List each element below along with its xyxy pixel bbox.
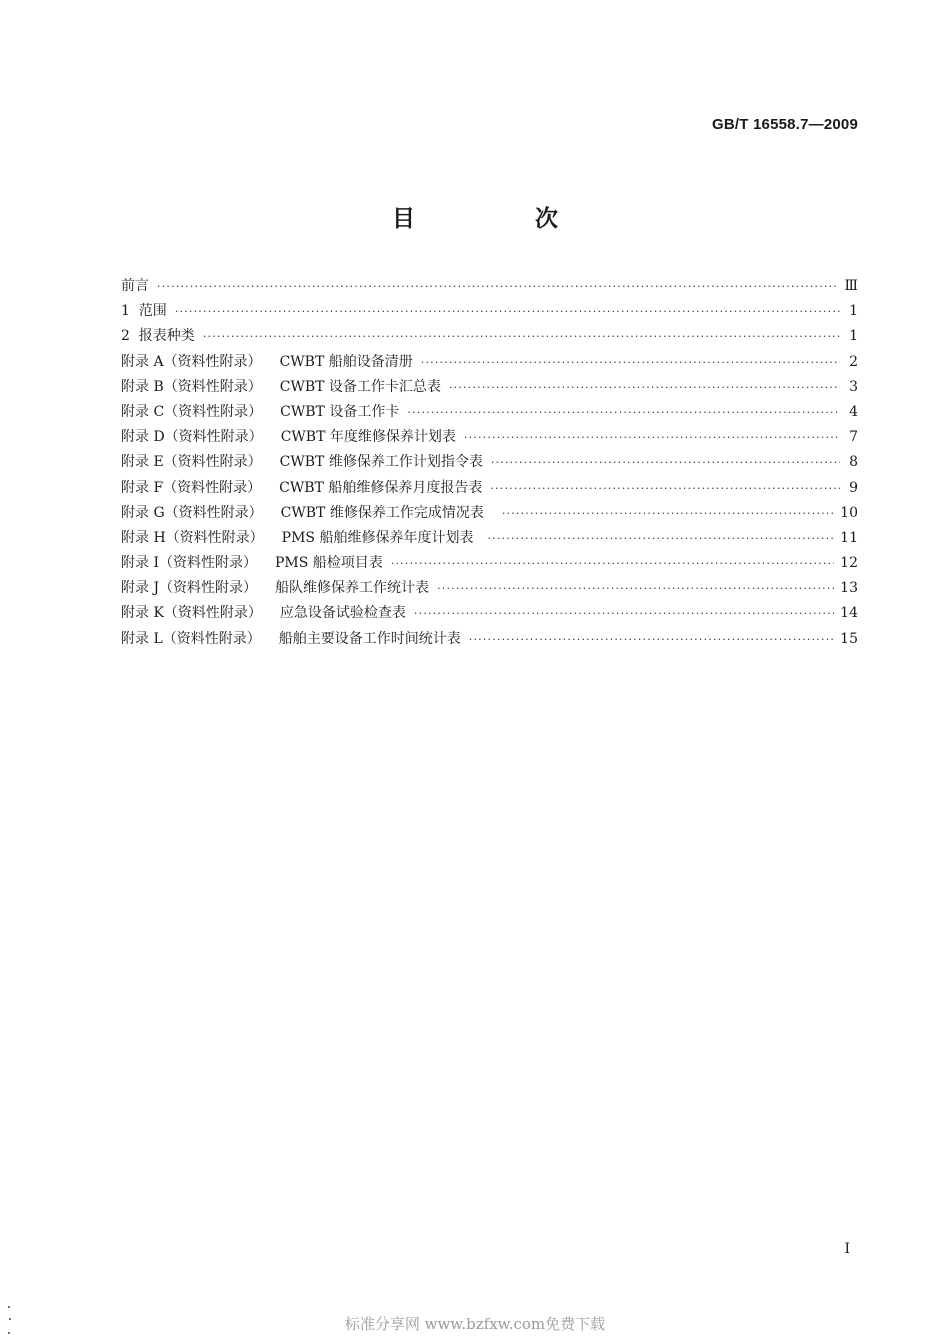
toc-leader-dots (487, 526, 834, 551)
toc-page-number: 3 (849, 378, 858, 395)
toc-leader-dots (491, 450, 840, 475)
toc-entry-annex-h[interactable] (121, 526, 858, 551)
toc-entry-title: 应急设备试验检查表 (279, 605, 406, 622)
toc-entry-scope[interactable] (121, 299, 858, 324)
toc-leader-dots (469, 627, 834, 652)
toc-entry-title: 船队维修保养工作统计表 (275, 580, 430, 597)
toc-leader-dots (407, 400, 840, 425)
page-title: 目 次 (391, 206, 614, 232)
toc-page-number: 10 (840, 504, 858, 521)
toc-page-number: 12 (840, 555, 858, 572)
toc-entry-annex-g[interactable] (121, 501, 858, 526)
toc-entry-title: CWBT 船舶维修保养月度报告表 (279, 479, 483, 496)
toc-annex-label: 附录 B（资料性附录） (121, 378, 262, 395)
toc-leader-dots (449, 375, 840, 400)
toc-entry-title: 船舶主要设备工作时间统计表 (278, 630, 461, 647)
toc-page-number: 8 (849, 454, 858, 471)
toc-entry-annex-c[interactable] (121, 400, 858, 425)
footer-watermark: 标准分享网 www.bzfxw.com免费下载 (344, 1315, 606, 1333)
toc-entry-title: PMS 船检项目表 (274, 555, 383, 572)
toc-entry-annex-b[interactable] (121, 375, 858, 400)
toc-entry-title: CWBT 维修保养工作完成情况表 (280, 504, 484, 521)
toc-annex-label: 附录 D（资料性附录） (121, 429, 263, 446)
toc-annex-label: 附录 F（资料性附录） (121, 479, 262, 496)
toc-entry-label: 2 报表种类 (121, 328, 195, 345)
toc-annex-label: 附录 L（资料性附录） (121, 630, 261, 647)
toc-entry-annex-j[interactable] (121, 576, 858, 601)
toc-entry-annex-d[interactable] (121, 425, 858, 450)
toc-annex-label: 附录 C（资料性附录） (121, 403, 263, 420)
toc-entry-title: CWBT 年度维修保养计划表 (280, 429, 456, 446)
toc-page-number: 4 (849, 403, 858, 420)
toc-entry-label: 1 范围 (121, 303, 167, 320)
toc-entry-report-types[interactable] (121, 324, 858, 349)
toc-page-number: 11 (840, 529, 858, 546)
toc-entry-title: CWBT 设备工作卡汇总表 (279, 378, 441, 395)
toc-page-number: 13 (840, 580, 858, 597)
toc-leader-dots (490, 476, 840, 501)
page-number: I (844, 1241, 850, 1257)
toc-entry-title: CWBT 船舶设备清册 (279, 353, 413, 370)
toc-entry-annex-l[interactable] (121, 627, 858, 652)
toc-entry-annex-f[interactable] (121, 476, 858, 501)
toc-annex-label: 附录 G（资料性附录） (121, 504, 263, 521)
toc-leader-dots (464, 425, 840, 450)
toc-leader-dots (437, 576, 834, 601)
toc-page-number: 14 (840, 605, 858, 622)
toc-leader-dots (421, 350, 840, 375)
toc-entry-title: CWBT 维修保养工作计划指令表 (279, 454, 483, 471)
toc-annex-label: 附录 J（资料性附录） (121, 580, 258, 597)
toc-annex-label: 附录 E（资料性附录） (121, 454, 262, 471)
toc-leader-dots (175, 299, 840, 324)
toc-entry-annex-a[interactable] (121, 350, 858, 375)
toc-page-number: 15 (840, 630, 858, 647)
toc-page-number: Ⅲ (844, 278, 858, 294)
toc-page-number: 1 (849, 328, 858, 345)
toc-entry-label: 前言 (121, 278, 149, 294)
toc-entry-annex-e[interactable] (121, 450, 858, 475)
toc-entry-annex-k[interactable] (121, 601, 858, 626)
toc-annex-label: 附录 K（资料性附录） (121, 605, 262, 622)
toc-entry-foreword[interactable] (121, 274, 858, 299)
toc-leader-dots (157, 274, 838, 299)
toc-entry-title: PMS 船舶维修保养年度计划表 (281, 529, 474, 546)
toc-leader-dots (502, 501, 834, 526)
toc-leader-dots (203, 324, 840, 349)
toc-page-number: 9 (849, 479, 858, 496)
toc-leader-dots (414, 601, 834, 626)
toc-annex-label: 附录 A（资料性附录） (121, 353, 262, 370)
toc-page-number: 7 (849, 429, 858, 446)
toc-page-number: 1 (849, 303, 858, 320)
standard-code: GB/T 16558.7—2009 (712, 116, 858, 133)
toc-annex-label: 附录 H（资料性附录） (121, 529, 264, 546)
toc-leader-dots (391, 551, 834, 576)
table-of-contents (121, 274, 858, 652)
toc-annex-label: 附录 I（资料性附录） (121, 555, 257, 572)
scan-artifact (8, 1306, 14, 1336)
toc-page-number: 2 (849, 353, 858, 370)
toc-entry-annex-i[interactable] (121, 551, 858, 576)
toc-entry-title: CWBT 设备工作卡 (280, 403, 400, 420)
